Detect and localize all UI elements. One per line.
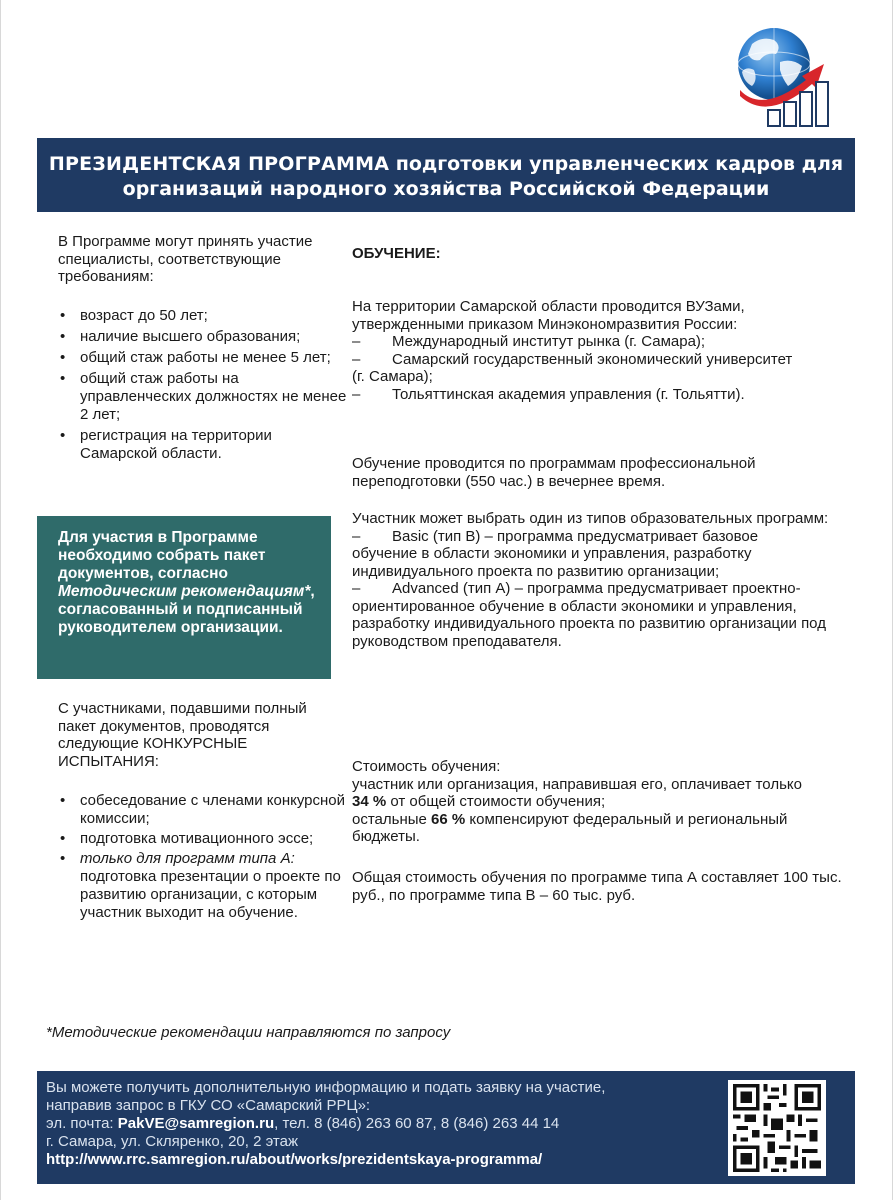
requirements-list bbox=[58, 307, 352, 466]
requirement-item: • общий стаж работы не менее 5 лет; bbox=[80, 349, 352, 367]
cost-line3: остальные 66 % компенсируют федеральный и региональный бюджеты. bbox=[352, 810, 788, 845]
requirement-item: • наличие высшего образования; bbox=[80, 328, 352, 346]
requirement-item: • возраст до 50 лет; bbox=[80, 307, 352, 325]
cost-pct-66: 66 % bbox=[431, 810, 466, 828]
contest-item-rest: подготовка презентации о проекте по развитию организации, с которым участник выходит на обучение. bbox=[80, 868, 341, 921]
documents-box bbox=[37, 516, 331, 679]
contest-list bbox=[58, 792, 360, 924]
type-b-rest: обучение в области экономики и управления, разработку индивидуального проекта по развитию организации; bbox=[352, 545, 752, 580]
cost-line1: участник или организация, направившая его, оплачивает только bbox=[352, 775, 802, 793]
title-bold: ПРЕЗИДЕНТСКАЯ ПРОГРАММА bbox=[48, 153, 390, 175]
documents-text-1: Для участия в Программе необходимо собрать пакет документов, согласно bbox=[58, 529, 266, 582]
contest-item-italic: только для программ типа А: bbox=[80, 850, 295, 867]
education-program-text: Обучение проводится по программам профессиональной переподготовки (550 час.) в вечернее время. bbox=[352, 455, 756, 490]
footer-address: г. Самара, ул. Скляренко, 20, 2 этаж bbox=[46, 1133, 298, 1150]
program-url-link[interactable]: http://www.rrc.samregion.ru/about/works/prezidentskaya-programma/ bbox=[46, 1151, 543, 1168]
footer-line2: направив запрос в ГКУ СО «Самарский РРЦ»: bbox=[46, 1097, 371, 1114]
globe-growth-logo-icon bbox=[732, 22, 832, 130]
education-universities bbox=[352, 298, 844, 403]
title-rest: подготовки управленческих кадров для bbox=[389, 153, 844, 175]
phones: , тел. 8 (846) 263 60 87, 8 (846) 263 44 14 bbox=[274, 1115, 560, 1132]
documents-text-italic: Методическим рекомендациям* bbox=[58, 583, 311, 600]
cost-title: Стоимость обучения: bbox=[352, 758, 501, 775]
footer-line1: Вы можете получить дополнительную информацию и подать заявку на участие, bbox=[46, 1079, 606, 1096]
cost-line2: 34 % от общей стоимости обучения; bbox=[352, 793, 606, 810]
types-intro: Участник может выбрать один из типов образовательных программ: bbox=[352, 510, 829, 527]
contest-item bbox=[80, 850, 360, 922]
footnote: *Методические рекомендации направляются по запросу bbox=[46, 1024, 451, 1041]
contest-item: • собеседование с членами конкурсной комиссии; bbox=[80, 792, 360, 828]
requirements-intro: В Программе могут принять участие специалисты, соответствующие требованиям: bbox=[58, 233, 313, 285]
footer-contacts: эл. почта: PakVE@samregion.ru, тел. 8 (846) 263 60 87, 8 (846) 263 44 14 bbox=[46, 1115, 560, 1132]
email-link[interactable]: PakVE@samregion.ru bbox=[117, 1115, 275, 1132]
university-item: – Тольяттинская академия управления (г. Тольятти). bbox=[352, 385, 745, 403]
university-item-cont: (г. Самара); bbox=[352, 368, 433, 385]
cost-section bbox=[352, 758, 844, 846]
documents-text-2: , согласованный и подписанный руководителем организации. bbox=[58, 583, 315, 636]
type-a-item: – Advanced (тип А) – программа предусматривает проектно- bbox=[352, 580, 801, 597]
education-intro: На территории Самарской области проводится ВУЗами, утвержденными приказом Минэкономразвития России: bbox=[352, 298, 745, 333]
type-b-item: – Basic (тип В) – программа предусматривает базовое bbox=[352, 527, 759, 545]
contest-item: • подготовка мотивационного эссе; bbox=[80, 830, 360, 848]
requirement-item: • общий стаж работы на управленческих должностях не менее 2 лет; bbox=[80, 370, 352, 424]
total-cost: Общая стоимость обучения по программе типа А составляет 100 тыс. руб., по программе типа В – 60 тыс. руб. bbox=[352, 869, 842, 904]
type-a-rest: ориентированное обучение в области экономики и управления, разработку индивидуального проекта по развитию организации под руководством преподавателя. bbox=[352, 597, 826, 650]
university-item: – Самарский государственный экономический университет bbox=[352, 350, 793, 368]
university-item: – Международный институт рынка (г. Самара); bbox=[352, 333, 706, 350]
cost-pct-34: 34 % bbox=[352, 793, 387, 810]
qr-code-icon bbox=[728, 1080, 826, 1176]
title-line2: организаций народного хозяйства Российской Федерации bbox=[122, 178, 770, 200]
requirement-item: • регистрация на территории Самарской области. bbox=[80, 427, 352, 463]
contest-intro: С участниками, подавшими полный пакет документов, проводятся следующие КОНКУРСНЫЕ ИСПЫТАНИЯ: bbox=[58, 700, 307, 770]
education-title: ОБУЧЕНИЕ: bbox=[352, 245, 441, 262]
title-banner bbox=[37, 138, 855, 212]
education-types bbox=[352, 510, 844, 650]
